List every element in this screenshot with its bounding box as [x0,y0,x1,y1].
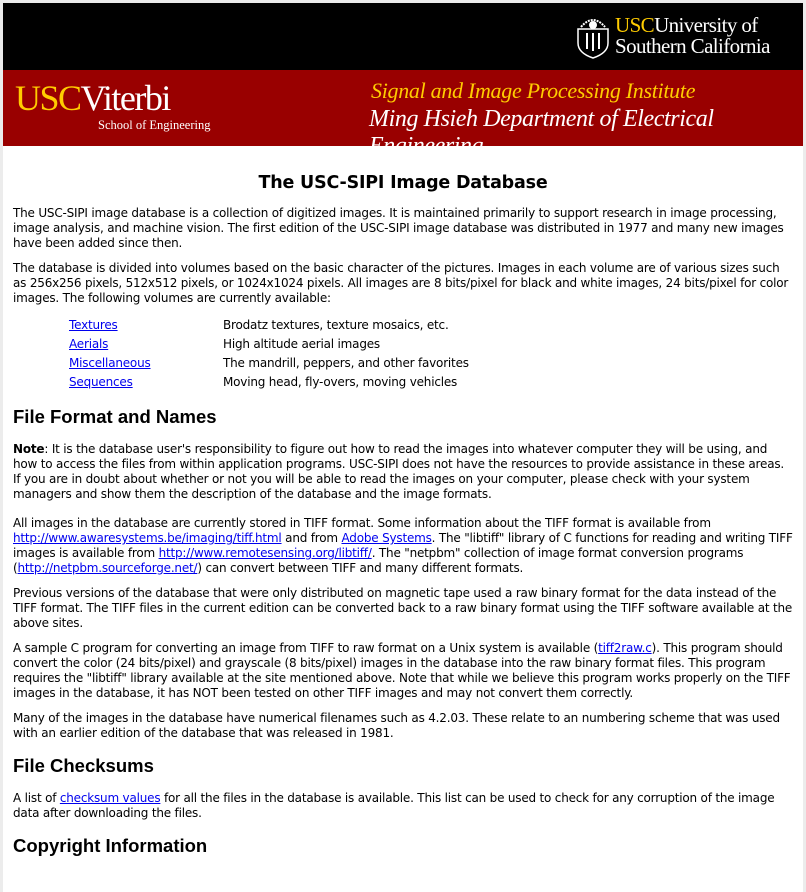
usc-seal-icon [575,13,611,59]
note-text: : It is the database user's responsibility to figure out how to read the images into whatever computer they will be using, and how to access the files from within application programs. USC-SIPI does not have the resources to provide assistance in these areas. If you are in doubt about whether or not you will be able to read the images on your computer, please check with your system managers and show them the description of the database and the image formats. [13,442,785,501]
school-name: School of Engineering [98,118,211,132]
usc-top-banner [3,3,803,70]
viterbi-logo[interactable] [15,78,170,118]
tiff-paragraph [13,516,793,576]
usc-logo-line2: Southern California [615,34,770,58]
volume-link-aerials[interactable]: Aerials [69,337,109,351]
text: and from [281,531,342,545]
usc-logo[interactable] [575,13,770,59]
page-title: The USC-SIPI Image Database [258,173,548,193]
text: for all the files in the database is available. This list can be used to check for any corruption of the image data after downloading the files. [13,791,775,820]
usc-wordmark: USC [615,13,655,37]
table-row [69,354,469,373]
text: A sample C program for converting an image from TIFF to raw format on a Unix system is available ( [13,641,599,655]
previous-versions-paragraph: Previous versions of the database that were only distributed on magnetic tape used a raw binary format for the data instead of the TIFF format. The TIFF files in the current edition can be converted back to a raw binary format using the TIFF software available at the above sites. [13,586,793,630]
adobe-link[interactable]: Adobe Systems [341,531,432,545]
volume-desc: Moving head, fly-overs, moving vehicles [223,375,458,389]
numbering-paragraph: Many of the images in the database have numerical filenames such as 4.2.03. These relate to an numbering scheme that was used with an earlier edition of the database that was released in 1981. [13,711,780,740]
page [3,3,803,892]
volume-desc: Brodatz textures, texture mosaics, etc. [223,318,449,332]
volumes-paragraph: The database is divided into volumes based on the basic character of the pictures. Images in each volume are of various sizes such as 256x256 pixels, 512x512 pixels, or 1024x1024 pixels. All images are 8 bits/pixel for black and white images, 24 bits/pixel for color images. The following volumes are currently available: [13,261,789,305]
note-label: Note [13,442,45,456]
intro-paragraph: The USC-SIPI image database is a collection of digitized images. It is maintained primarily to support research in image processing, image analysis, and machine vision. The first edition of the USC-SIPI image database was distributed in 1977 and many new images have been added since then. [13,206,784,250]
viterbi-banner [3,70,803,159]
netpbm-link[interactable]: http://netpbm.sourceforge.net/ [17,561,198,575]
usc-logo-line1: University of [654,13,758,37]
text: ). This program should convert the color (24 bits/pixel) and grayscale (8 bits/pixel) images in the database into the raw binary format files. This program requires the "libtiff" library available at the site mentioned above. Note that while we believe this program works properly on the TIFF images in the database, it has NOT been tested on other TIFF images and may not convert them correctly. [13,641,791,700]
volume-link-textures[interactable]: Textures [69,318,118,332]
volume-desc: The mandrill, peppers, and other favorites [223,356,469,370]
text: All images in the database are currently stored in TIFF format. Some information about the TIFF format is available from [13,516,711,530]
main-content [3,172,803,857]
text: . The "libtiff" library of C functions for reading and writing TIFF images is available from [13,531,793,560]
volume-link-sequences[interactable]: Sequences [69,375,133,389]
table-row [69,335,469,354]
sample-program-paragraph [13,641,793,701]
viterbi-usc: USC [15,78,81,118]
copyright-heading: Copyright Information [13,835,208,856]
note-paragraph [13,442,793,502]
institute-name[interactable]: Signal and Image Processing Institute [371,78,696,103]
text: . The "netpbm" collection of image format conversion programs ( [13,546,744,575]
checksums-heading: File Checksums [13,755,154,776]
libtiff-link[interactable]: http://www.remotesensing.org/libtiff/ [158,546,372,560]
volume-desc: High altitude aerial images [223,337,380,351]
viterbi-name: Viterbi [80,78,170,118]
text: ) can convert between TIFF and many different formats. [197,561,524,575]
file-format-heading: File Format and Names [13,406,217,427]
awaresystems-link[interactable]: http://www.awaresystems.be/imaging/tiff.html [13,531,282,545]
table-row [69,316,469,335]
volume-link-miscellaneous[interactable]: Miscellaneous [69,356,151,370]
table-row [69,373,469,392]
text: A list of [13,791,60,805]
department-name[interactable]: Ming Hsieh Department of Electrical Engineering [369,106,714,159]
checksums-paragraph [13,791,793,821]
tiff2raw-link[interactable]: tiff2raw.c [598,641,652,655]
volumes-table [69,316,469,392]
checksum-values-link[interactable]: checksum values [59,791,161,805]
